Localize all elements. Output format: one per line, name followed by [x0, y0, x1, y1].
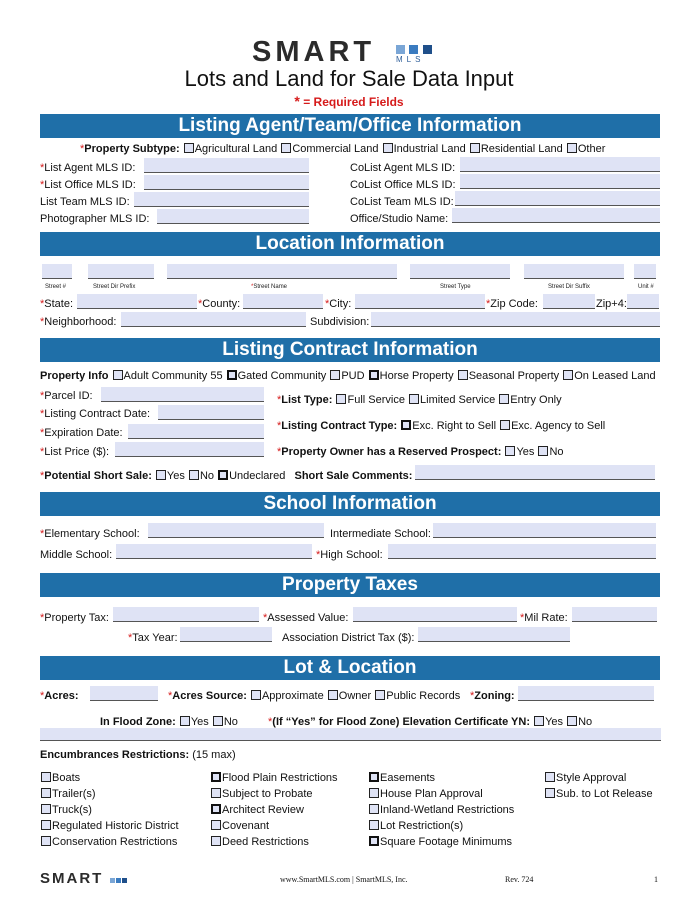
street-name-caption: *Street Name — [251, 284, 288, 290]
subdivision-label: Subdivision: — [310, 316, 370, 328]
section-taxes: Property Taxes — [40, 573, 660, 597]
exc-agency-checkbox[interactable] — [500, 420, 510, 430]
list-agent-field[interactable] — [144, 158, 309, 173]
pud-checkbox[interactable] — [330, 370, 340, 380]
flood-no-checkbox[interactable] — [213, 716, 223, 726]
footer-logo: SMART — [40, 870, 127, 888]
seasonal-property-checkbox[interactable] — [458, 370, 468, 380]
contract-type-row: *Listing Contract Type: Exc. Right to Sell Exc. Agency to Sell — [277, 420, 606, 432]
colist-office-field[interactable] — [460, 174, 660, 189]
property-subtype-row: *Property Subtype: Agricultural Land Commercial Land Industrial Land Residential Land Other — [80, 143, 606, 155]
encumbrance-trucks[interactable]: Truck(s) — [40, 804, 92, 816]
unit-field[interactable] — [634, 264, 656, 279]
flood-zone-row: In Flood Zone: Yes No — [100, 716, 238, 728]
reserved-yes-checkbox[interactable] — [505, 446, 515, 456]
street-number-caption: Street # — [45, 284, 67, 290]
colist-agent-label: CoList Agent MLS ID: — [350, 162, 456, 174]
photographer-label: Photographer MLS ID: — [40, 213, 150, 225]
section-contract: Listing Contract Information — [40, 338, 660, 362]
encumbrances-label: Encumbrances Restrictions: (15 max) — [40, 749, 236, 761]
section-school: School Information — [40, 492, 660, 516]
other-checkbox[interactable] — [567, 143, 577, 153]
subdivision-field[interactable] — [371, 312, 660, 327]
exc-right-checkbox[interactable] — [401, 420, 411, 430]
contract-date-field[interactable] — [158, 405, 264, 420]
encumbrance-lot-release[interactable]: Sub. to Lot Release — [544, 788, 653, 800]
association-tax-label: Association District Tax ($): — [282, 632, 415, 644]
street-name-field[interactable] — [167, 264, 397, 279]
county-label: *County: — [198, 298, 241, 310]
list-office-label: *List Office MLS ID: — [40, 179, 136, 191]
encumbrance-historic[interactable]: Regulated Historic District — [40, 820, 179, 832]
encumbrance-deed[interactable]: Deed Restrictions — [210, 836, 309, 848]
footer-revision: Rev. 724 — [505, 875, 534, 884]
encumbrance-trailers[interactable]: Trailer(s) — [40, 788, 96, 800]
logo-text: SMART — [252, 36, 376, 68]
list-price-field[interactable] — [115, 442, 264, 457]
section-lot: Lot & Location — [40, 656, 660, 680]
elementary-label: *Elementary School: — [40, 528, 140, 540]
encumbrance-probate[interactable]: Subject to Probate — [210, 788, 313, 800]
agricultural-checkbox[interactable] — [184, 143, 194, 153]
encumbrance-style-approval[interactable]: Style Approval — [544, 772, 626, 784]
approximate-checkbox[interactable] — [251, 690, 261, 700]
leased-land-checkbox[interactable] — [563, 370, 573, 380]
state-field[interactable] — [77, 294, 197, 309]
street-type-caption: Street Type — [440, 284, 471, 290]
short-no-checkbox[interactable] — [189, 470, 199, 480]
full-service-checkbox[interactable] — [336, 394, 346, 404]
limited-service-checkbox[interactable] — [409, 394, 419, 404]
section-agent: Listing Agent/Team/Office Information — [40, 114, 660, 138]
adult-community-checkbox[interactable] — [113, 370, 123, 380]
street-type-field[interactable] — [410, 264, 510, 279]
colist-office-label: CoList Office MLS ID: — [350, 179, 456, 191]
tax-year-field[interactable] — [180, 627, 272, 642]
assessed-field[interactable] — [353, 607, 517, 622]
high-field[interactable] — [388, 544, 656, 559]
logo-mls: MLS — [396, 55, 425, 64]
contract-date-label: *Listing Contract Date: — [40, 408, 151, 420]
street-suffix-field[interactable] — [524, 264, 624, 279]
zoning-label: *Zoning: — [470, 690, 515, 702]
zip4-field[interactable] — [627, 294, 659, 309]
short-undeclared-checkbox[interactable] — [218, 470, 228, 480]
mil-rate-label: *Mil Rate: — [520, 612, 568, 624]
street-number-field[interactable] — [42, 264, 72, 279]
mil-rate-field[interactable] — [572, 607, 657, 622]
residential-checkbox[interactable] — [470, 143, 480, 153]
encumbrance-flood-plain[interactable]: Flood Plain Restrictions — [210, 772, 338, 784]
short-sale-row: *Potential Short Sale: Yes No Undeclared Short Sale Comments: — [40, 470, 413, 482]
zip-field[interactable] — [543, 294, 595, 309]
association-tax-field[interactable] — [418, 627, 570, 642]
acres-label: *Acres: — [40, 690, 79, 702]
public-records-checkbox[interactable] — [375, 690, 385, 700]
colist-team-field[interactable] — [455, 191, 660, 206]
expiration-label: *Expiration Date: — [40, 427, 123, 439]
elementary-field[interactable] — [148, 523, 324, 538]
middle-label: Middle School: — [40, 549, 113, 561]
studio-field[interactable] — [452, 208, 660, 223]
assessed-label: *Assessed Value: — [263, 612, 349, 624]
list-team-label: List Team MLS ID: — [40, 196, 130, 208]
list-office-field[interactable] — [144, 175, 309, 190]
encumbrance-covenant[interactable]: Covenant — [210, 820, 269, 832]
property-tax-field[interactable] — [113, 607, 259, 622]
list-team-field[interactable] — [134, 192, 309, 207]
encumbrance-wetland[interactable]: Inland-Wetland Restrictions — [368, 804, 514, 816]
middle-field[interactable] — [116, 544, 312, 559]
encumbrance-lot-restriction[interactable]: Lot Restriction(s) — [368, 820, 463, 832]
encumbrance-architect[interactable]: Architect Review — [210, 804, 304, 816]
street-suffix-caption: Street Dir Suffix — [548, 284, 590, 290]
owner-checkbox[interactable] — [328, 690, 338, 700]
reserved-no-checkbox[interactable] — [538, 446, 548, 456]
zoning-field[interactable] — [518, 686, 654, 701]
reserved-row: *Property Owner has a Reserved Prospect: Yes No — [277, 446, 564, 458]
parcel-label: *Parcel ID: — [40, 390, 93, 402]
acres-source-row: *Acres Source: Approximate Owner Public Records — [168, 690, 461, 702]
neighborhood-field[interactable] — [121, 312, 306, 327]
flood-notes-field[interactable] — [40, 728, 661, 741]
horse-property-checkbox[interactable] — [369, 370, 379, 380]
encumbrance-square-footage[interactable]: Square Footage Minimums — [368, 836, 512, 848]
street-prefix-caption: Street Dir Prefix — [93, 284, 136, 290]
encumbrance-house-plan[interactable]: House Plan Approval — [368, 788, 483, 800]
county-field[interactable] — [243, 294, 323, 309]
industrial-checkbox[interactable] — [383, 143, 393, 153]
short-comments-field[interactable] — [415, 465, 655, 480]
neighborhood-label: *Neighborhood: — [40, 316, 117, 328]
gated-community-checkbox[interactable] — [227, 370, 237, 380]
short-yes-checkbox[interactable] — [156, 470, 166, 480]
colist-agent-field[interactable] — [460, 157, 660, 172]
section-location: Location Information — [40, 232, 660, 256]
smartmls-logo — [252, 36, 452, 68]
unit-caption: Unit # — [638, 284, 654, 290]
encumbrance-conservation[interactable]: Conservation Restrictions — [40, 836, 177, 848]
city-field[interactable] — [355, 294, 485, 309]
encumbrance-boats[interactable]: Boats — [40, 772, 80, 784]
footer-website: www.SmartMLS.com | SmartMLS, Inc. — [280, 875, 408, 884]
list-type-row: *List Type: Full Service Limited Service Entry Only — [277, 394, 562, 406]
encumbrance-easements[interactable]: Easements — [368, 772, 435, 784]
intermediate-field[interactable] — [433, 523, 656, 538]
expiration-field[interactable] — [128, 424, 264, 439]
intermediate-label: Intermediate School: — [330, 528, 431, 540]
page-title: Lots and Land for Sale Data Input — [184, 66, 514, 91]
elevation-no-checkbox[interactable] — [567, 716, 577, 726]
street-prefix-field[interactable] — [88, 264, 154, 279]
elevation-yes-checkbox[interactable] — [534, 716, 544, 726]
elevation-row: *(If “Yes” for Flood Zone) Elevation Certificate YN: Yes No — [268, 716, 593, 728]
high-label: *High School: — [316, 549, 383, 561]
required-note: * = Required Fields — [294, 93, 404, 109]
acres-field[interactable] — [90, 686, 158, 701]
list-price-label: *List Price ($): — [40, 446, 110, 458]
parcel-field[interactable] — [101, 387, 264, 402]
zip-label: *Zip Code: — [486, 298, 538, 310]
property-info-row: Property Info Adult Community 55 Gated Community PUD Horse Property Seasonal Property On Leased Land — [40, 370, 656, 382]
colist-team-label: CoList Team MLS ID: — [350, 196, 454, 208]
city-label: *City: — [325, 298, 352, 310]
property-tax-label: *Property Tax: — [40, 612, 109, 624]
zip4-label: Zip+4: — [596, 298, 627, 310]
tax-year-label: *Tax Year: — [128, 632, 178, 644]
studio-label: Office/Studio Name: — [350, 213, 449, 225]
state-label: *State: — [40, 298, 74, 310]
footer-page-number: 1 — [654, 875, 658, 884]
photographer-field[interactable] — [157, 209, 309, 224]
commercial-checkbox[interactable] — [281, 143, 291, 153]
entry-only-checkbox[interactable] — [499, 394, 509, 404]
flood-yes-checkbox[interactable] — [180, 716, 190, 726]
list-agent-label: *List Agent MLS ID: — [40, 162, 136, 174]
